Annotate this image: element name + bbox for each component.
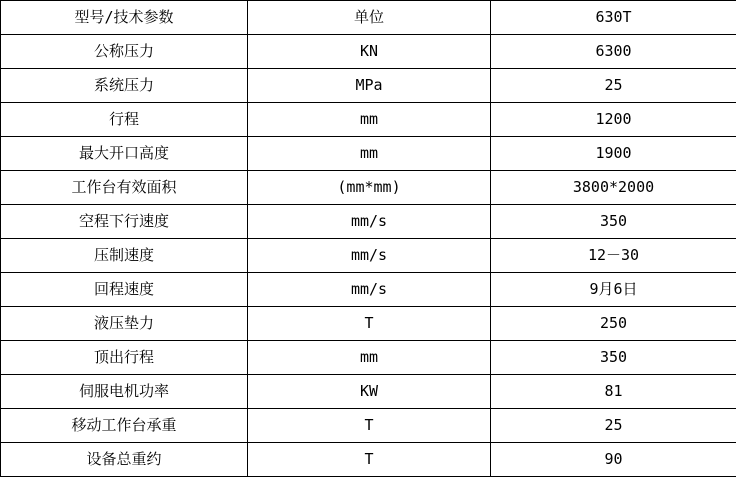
header-value-cell: 630T (491, 1, 736, 35)
unit-cell: (mm*mm) (248, 171, 491, 205)
table-row (1, 69, 736, 103)
value-cell: 25 (491, 69, 736, 103)
table-row (1, 341, 736, 375)
param-cell: 空程下行速度 (1, 205, 248, 239)
value-cell: 250 (491, 307, 736, 341)
table-row (1, 137, 736, 171)
unit-cell: mm (248, 103, 491, 137)
header-param-cell: 型号/技术参数 (1, 1, 248, 35)
unit-cell: KW (248, 375, 491, 409)
unit-cell: T (248, 307, 491, 341)
table-row (1, 307, 736, 341)
table-row (1, 409, 736, 443)
unit-cell: mm/s (248, 205, 491, 239)
table-row (1, 273, 736, 307)
value-cell: 90 (491, 443, 736, 477)
param-cell: 回程速度 (1, 273, 248, 307)
table-row (1, 239, 736, 273)
value-cell: 1900 (491, 137, 736, 171)
table-row (1, 205, 736, 239)
unit-cell: mm (248, 341, 491, 375)
param-cell: 移动工作台承重 (1, 409, 248, 443)
param-cell: 工作台有效面积 (1, 171, 248, 205)
header-row (1, 1, 736, 35)
value-cell: 3800*2000 (491, 171, 736, 205)
table-row (1, 443, 736, 477)
unit-cell: mm (248, 137, 491, 171)
value-cell: 81 (491, 375, 736, 409)
table-body (1, 35, 736, 477)
table-row (1, 35, 736, 69)
param-cell: 最大开口高度 (1, 137, 248, 171)
value-cell: 6300 (491, 35, 736, 69)
param-cell: 系统压力 (1, 69, 248, 103)
unit-cell: mm/s (248, 239, 491, 273)
value-cell: 12－30 (491, 239, 736, 273)
unit-cell: mm/s (248, 273, 491, 307)
value-cell: 350 (491, 205, 736, 239)
header-unit-cell: 单位 (248, 1, 491, 35)
unit-cell: MPa (248, 69, 491, 103)
value-cell: 350 (491, 341, 736, 375)
value-cell: 9月6日 (491, 273, 736, 307)
unit-cell: T (248, 443, 491, 477)
param-cell: 伺服电机功率 (1, 375, 248, 409)
value-cell: 25 (491, 409, 736, 443)
param-cell: 行程 (1, 103, 248, 137)
unit-cell: T (248, 409, 491, 443)
param-cell: 液压垫力 (1, 307, 248, 341)
value-cell: 1200 (491, 103, 736, 137)
param-cell: 设备总重约 (1, 443, 248, 477)
table-row (1, 103, 736, 137)
unit-cell: KN (248, 35, 491, 69)
table-row (1, 375, 736, 409)
param-cell: 公称压力 (1, 35, 248, 69)
param-cell: 顶出行程 (1, 341, 248, 375)
param-cell: 压制速度 (1, 239, 248, 273)
table-row (1, 171, 736, 205)
